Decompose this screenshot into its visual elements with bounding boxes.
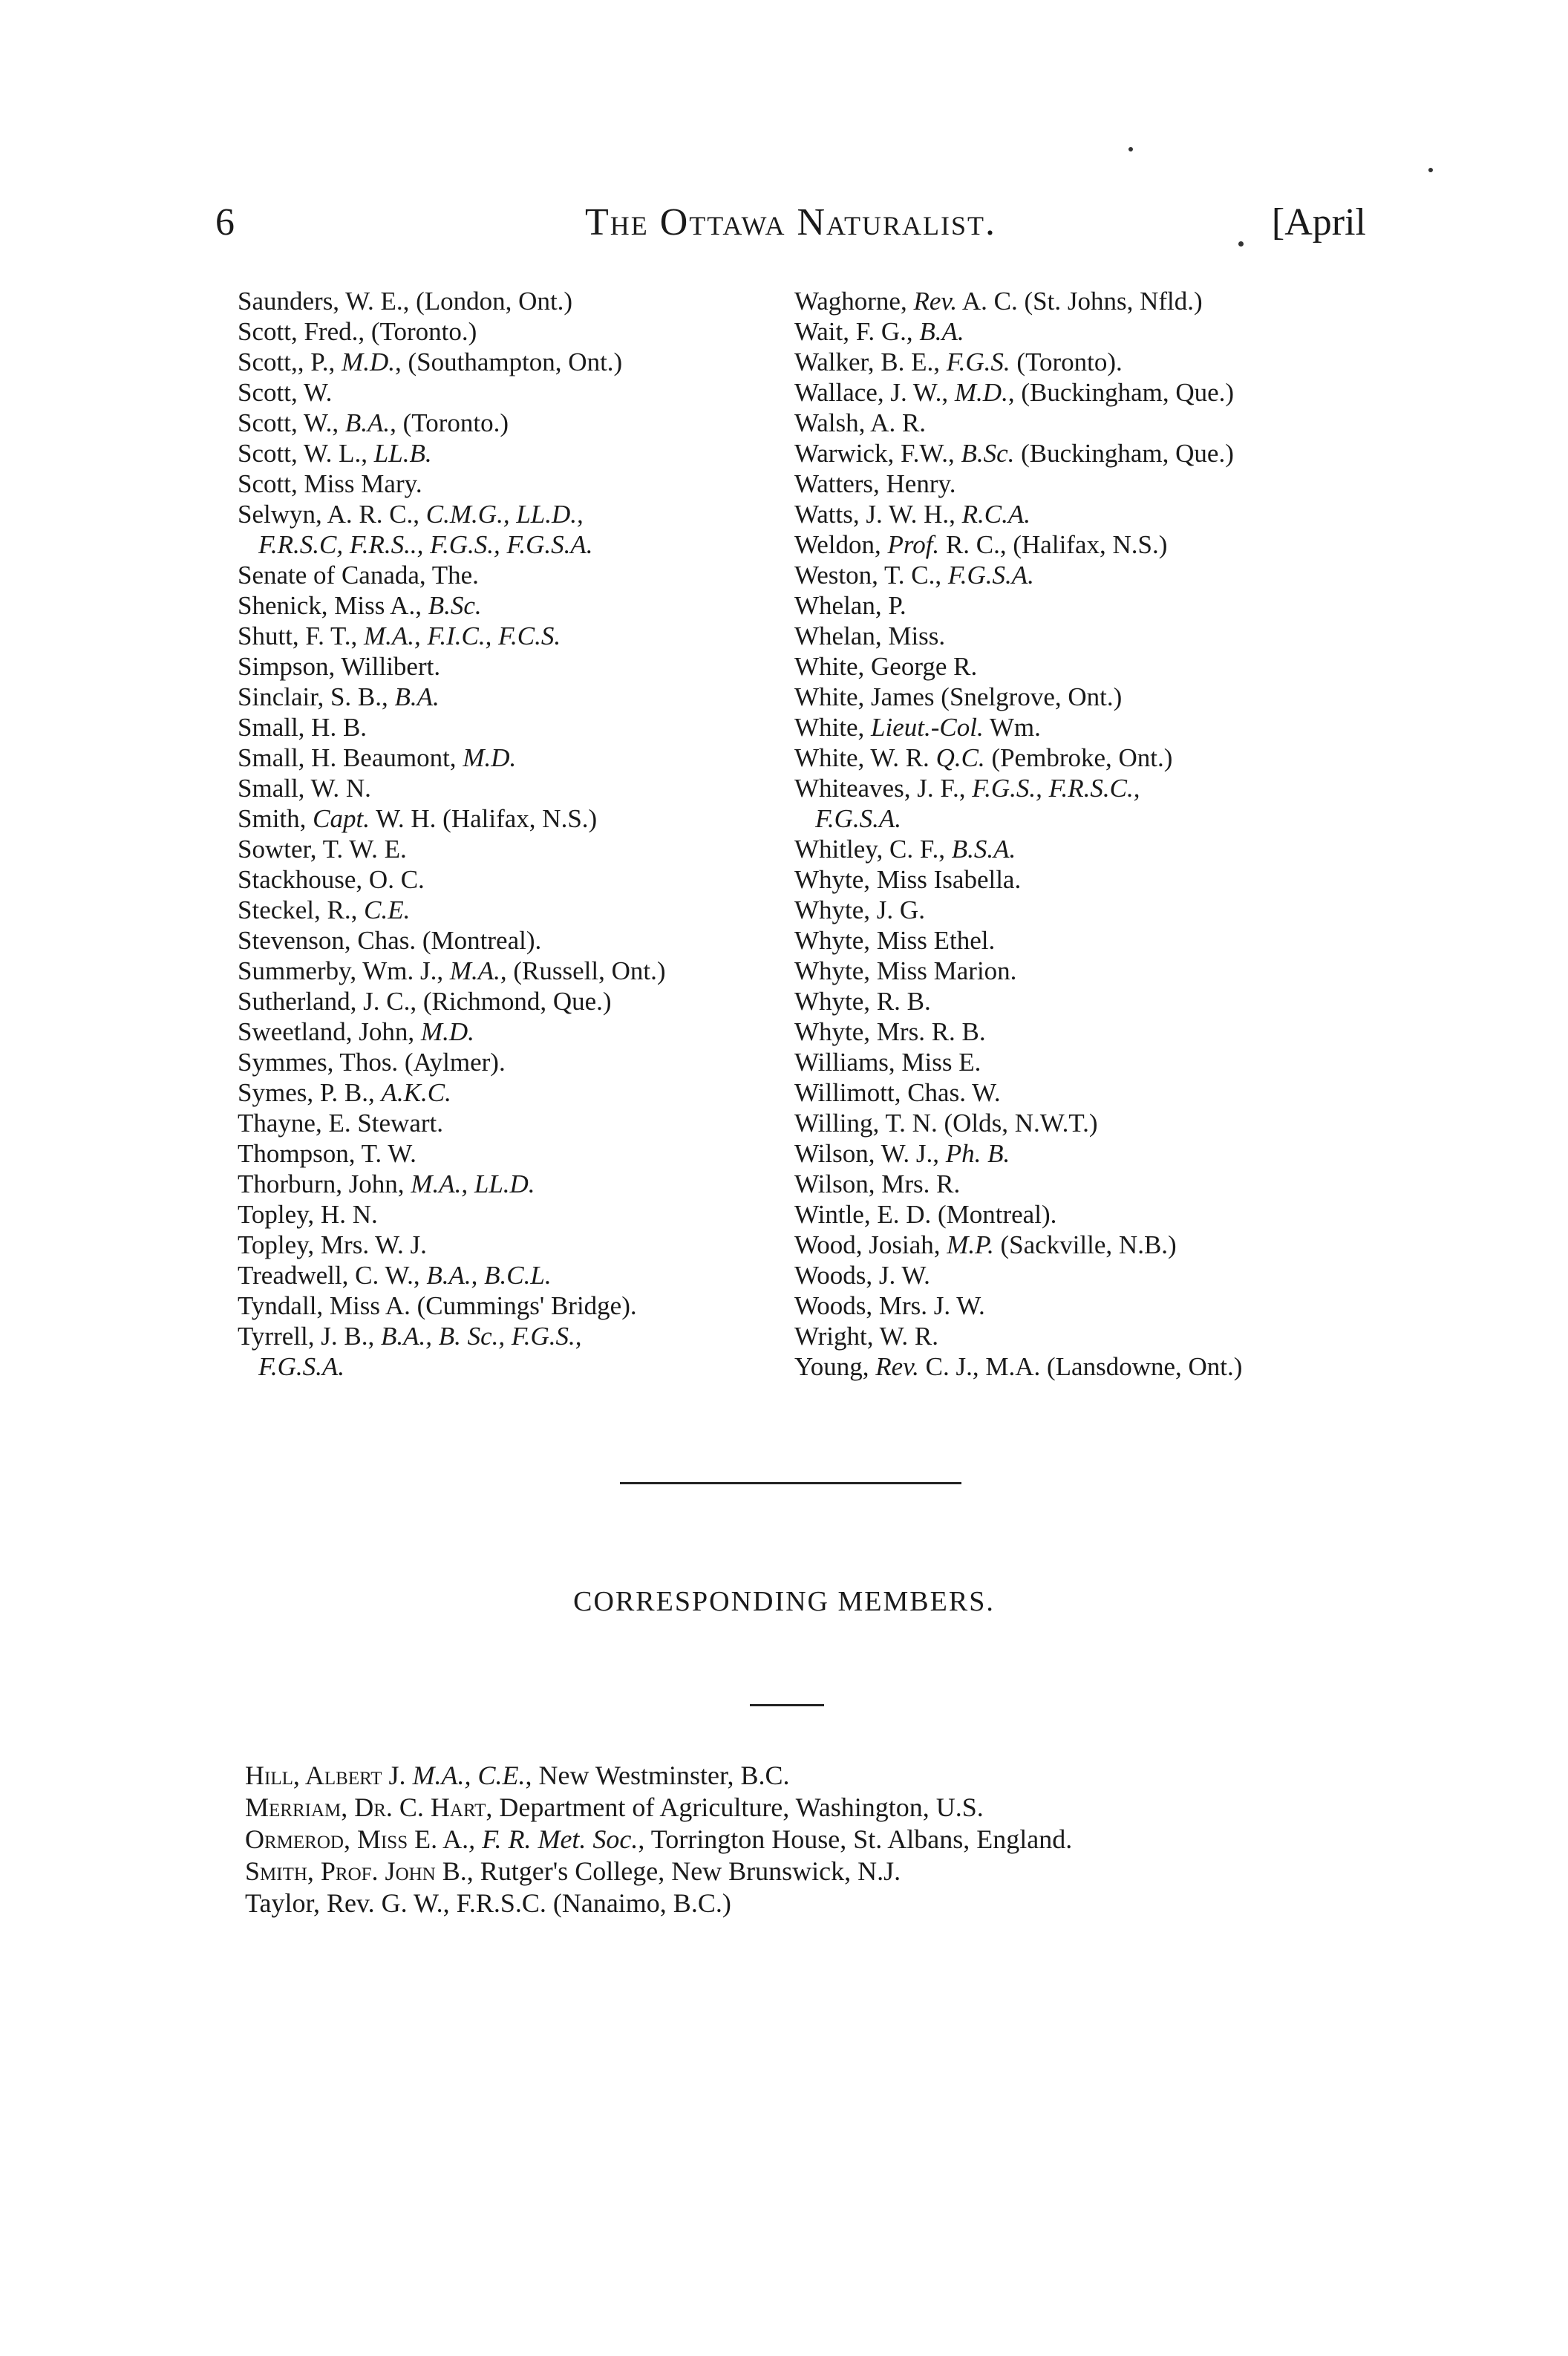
corresponding-member-deg: M.A., C.E. [405, 1761, 526, 1790]
member-name: Warwick, F.W., [794, 439, 961, 468]
member-name: Sowter, T. W. E. [238, 835, 407, 864]
member-name: Watts, J. W. H., [794, 500, 962, 529]
member-deg: M.D. [954, 378, 1008, 407]
member-name: Topley, H. N. [238, 1200, 378, 1229]
member-entry [794, 408, 1403, 438]
section-divider [620, 1482, 961, 1484]
member-deg: F.G.S., F.R.S.C., [972, 774, 1140, 803]
page-number: 6 [215, 201, 235, 244]
member-entry [794, 743, 1403, 773]
member-deg: F.G.S. [946, 347, 1010, 376]
member-entry [794, 377, 1403, 408]
member-deg: F.G.S.A. [258, 1352, 345, 1381]
member-name: Walker, B. E., [794, 347, 947, 376]
member-name: Small, H. Beaumont, [238, 743, 463, 772]
member-deg: F.G.S.A. [815, 804, 902, 833]
member-entry [238, 286, 787, 316]
member-name: Sinclair, S. B., [238, 682, 395, 711]
member-deg: A.K.C. [381, 1078, 451, 1107]
member-deg: Lieut.-Col. [871, 713, 984, 742]
member-entry [238, 834, 787, 864]
member-deg: B.S.A. [951, 835, 1016, 864]
member-name: Whelan, Miss. [794, 621, 946, 650]
corresponding-member-rest: , New Westminster, B.C. [525, 1761, 790, 1790]
member-entry [238, 1138, 787, 1169]
member-entry [238, 1047, 787, 1077]
member-name: Young, [794, 1352, 876, 1381]
member-deg: Rev. [875, 1352, 919, 1381]
member-name: Whyte, Miss Marion. [794, 956, 1017, 985]
member-name: Tyndall, Miss A. (Cummings' Bridge). [238, 1291, 637, 1320]
member-name: Wilson, Mrs. R. [794, 1169, 961, 1198]
member-entry [238, 773, 787, 803]
member-name: Thayne, E. Stewart. [238, 1109, 443, 1138]
member-name: Wait, F. G., [794, 317, 920, 346]
member-entry [794, 1260, 1403, 1290]
corresponding-members-list [245, 1760, 1448, 1919]
member-name: Scott, W., [238, 408, 345, 437]
member-name: Saunders, W. E., (London, Ont.) [238, 287, 573, 316]
print-speck [1238, 241, 1244, 247]
member-entry [794, 895, 1403, 925]
member-name: Sweetland, John, [238, 1017, 421, 1046]
member-deg: R.C.A. [961, 500, 1031, 529]
member-entry [238, 347, 787, 377]
member-name: Thorburn, John, [238, 1169, 411, 1198]
member-name: Scott, Fred., (Toronto.) [238, 317, 477, 346]
member-deg: Prof. [887, 530, 940, 559]
member-name: Whyte, Miss Isabella. [794, 865, 1022, 894]
member-name: Wright, W. R. [794, 1322, 939, 1351]
member-name: Whiteaves, J. F., [794, 774, 973, 803]
member-rest: A. C. (St. Johns, Nfld.) [957, 287, 1203, 316]
member-entry [794, 529, 1403, 560]
member-entry [238, 864, 787, 895]
member-deg: B.A., B.C.L. [426, 1261, 552, 1290]
member-entry [794, 1230, 1403, 1260]
corresponding-member-rest: , Torrington House, St. Albans, England. [638, 1824, 1073, 1854]
member-entry [238, 895, 787, 925]
member-name: Waghorne, [794, 287, 914, 316]
section-title: CORRESPONDING MEMBERS. [573, 1586, 995, 1617]
corresponding-member-rest: , Rutger's College, New Brunswick, N.J. [466, 1856, 901, 1886]
member-entry [238, 1077, 787, 1108]
member-entry [238, 1321, 787, 1351]
member-entry [238, 743, 787, 773]
member-entry [238, 377, 787, 408]
member-entry [794, 621, 1403, 651]
member-entry [794, 1047, 1403, 1077]
member-entry [238, 712, 787, 743]
member-name: White, James (Snelgrove, Ont.) [794, 682, 1123, 711]
member-name: Senate of Canada, The. [238, 561, 479, 590]
corresponding-member-entry [245, 1887, 1448, 1919]
member-name: White, George R. [794, 652, 978, 681]
members-list-left [238, 286, 787, 1382]
member-deg: B.A. [394, 682, 440, 711]
member-entry [238, 1108, 787, 1138]
member-name: Whyte, Mrs. R. B. [794, 1017, 986, 1046]
member-entry [794, 1108, 1403, 1138]
member-rest: , (Southampton, Ont.) [394, 347, 623, 376]
member-deg: B.A., B. Sc., F.G.S., [380, 1322, 582, 1351]
member-name: Summerby, Wm. J., [238, 956, 450, 985]
member-rest: W. H. (Halifax, N.S.) [369, 804, 598, 833]
member-entry [794, 925, 1403, 956]
member-entry [794, 1199, 1403, 1230]
member-name: Whyte, Miss Ethel. [794, 926, 996, 955]
corresponding-member-entry [245, 1760, 1448, 1792]
member-entry [238, 682, 787, 712]
member-rest: , (Russell, Ont.) [500, 956, 666, 985]
member-name: Scott,, P., [238, 347, 342, 376]
member-deg: M.D. [463, 743, 517, 772]
member-name: Willing, T. N. (Olds, N.W.T.) [794, 1109, 1098, 1138]
member-name: Steckel, R., [238, 895, 365, 924]
member-entry [238, 408, 787, 438]
member-deg: B.Sc. [961, 439, 1015, 468]
member-name: Treadwell, C. W., [238, 1261, 427, 1290]
member-name: Stevenson, Chas. (Montreal). [238, 926, 542, 955]
member-name: Weston, T. C., [794, 561, 948, 590]
member-deg: Rev. [913, 287, 958, 316]
member-entry [794, 773, 1403, 803]
print-speck [1428, 168, 1433, 172]
member-name: White, W. R. [794, 743, 936, 772]
member-name: Shutt, F. T., [238, 621, 364, 650]
member-name: Whitley, C. F., [794, 835, 952, 864]
corresponding-member-deg: , F. R. Met. Soc. [468, 1824, 638, 1854]
member-entry [794, 316, 1403, 347]
member-deg: Capt. [313, 804, 370, 833]
member-entry [794, 1138, 1403, 1169]
member-entry [238, 1290, 787, 1321]
member-deg: C.E. [364, 895, 411, 924]
member-entry [238, 1017, 787, 1047]
member-name: Selwyn, A. R. C., [238, 500, 426, 529]
member-deg: B.A. [919, 317, 964, 346]
member-entry [238, 925, 787, 956]
member-name: Smith, [238, 804, 313, 833]
member-entry [238, 1230, 787, 1260]
corresponding-member-entry [245, 1856, 1448, 1887]
corresponding-member-rest: Taylor, Rev. G. W., F.R.S.C. (Nanaimo, B.C.) [245, 1888, 731, 1918]
member-entry [238, 438, 787, 469]
member-entry [794, 803, 1403, 834]
member-entry [794, 682, 1403, 712]
member-entry [794, 438, 1403, 469]
member-name: Scott, Miss Mary. [238, 469, 422, 498]
member-entry [794, 590, 1403, 621]
member-rest: Wm. [983, 713, 1041, 742]
member-deg: LL.B. [373, 439, 432, 468]
member-entry [794, 712, 1403, 743]
member-entry [794, 286, 1403, 316]
member-deg: M.A. [449, 956, 500, 985]
member-name: Small, W. N. [238, 774, 371, 803]
member-rest: , (Toronto.) [390, 408, 509, 437]
corresponding-member-sc: Hill, Albert J. [245, 1761, 406, 1790]
member-name: Topley, Mrs. W. J. [238, 1230, 427, 1259]
member-rest: R. C., (Halifax, N.S.) [939, 530, 1168, 559]
corresponding-member-entry [245, 1824, 1448, 1856]
member-entry [794, 1077, 1403, 1108]
member-deg: M.P. [947, 1230, 994, 1259]
member-name: Walsh, A. R. [794, 408, 927, 437]
member-entry [238, 651, 787, 682]
member-name: Weldon, [794, 530, 888, 559]
member-deg: M.D. [420, 1017, 474, 1046]
corresponding-member-rest: , Department of Agriculture, Washington, U.S. [486, 1792, 984, 1822]
corresponding-member-sc: Merriam, Dr. C. Hart [245, 1792, 486, 1822]
member-name: White, [794, 713, 872, 742]
member-entry [794, 834, 1403, 864]
member-entry [794, 1169, 1403, 1199]
corresponding-member-sc: Smith, Prof. John B. [245, 1856, 467, 1886]
member-entry [238, 1199, 787, 1230]
member-name: Whelan, P. [794, 591, 906, 620]
member-entry [238, 590, 787, 621]
print-speck [1128, 147, 1133, 151]
issue-month: [April [1271, 201, 1366, 244]
page-header [215, 200, 1366, 267]
member-name: Scott, W. [238, 378, 333, 407]
member-entry [794, 986, 1403, 1017]
member-deg: Q.C. [935, 743, 985, 772]
member-name: Wallace, J. W., [794, 378, 955, 407]
member-entry [794, 347, 1403, 377]
member-name: Wintle, E. D. (Montreal). [794, 1200, 1057, 1229]
member-deg: F.G.S.A. [947, 561, 1034, 590]
member-rest: , (Buckingham, Que.) [1007, 378, 1235, 407]
corresponding-member-entry [245, 1792, 1448, 1824]
member-name: Woods, J. W. [794, 1261, 930, 1290]
journal-title: The Ottawa Naturalist. [584, 201, 997, 244]
member-entry [794, 560, 1403, 590]
member-entry [794, 499, 1403, 529]
member-entry [238, 469, 787, 499]
member-entry [238, 1169, 787, 1199]
member-entry [238, 499, 787, 529]
member-name: Scott, W. L., [238, 439, 374, 468]
member-deg: M.D. [342, 347, 395, 376]
member-name: Watters, Henry. [794, 469, 956, 498]
member-entry [238, 1260, 787, 1290]
member-entry [238, 529, 787, 560]
member-entry [794, 956, 1403, 986]
member-entry [238, 956, 787, 986]
member-entry [794, 1017, 1403, 1047]
member-entry [794, 864, 1403, 895]
title-underline [750, 1704, 824, 1706]
member-deg: Ph. B. [945, 1139, 1010, 1168]
corresponding-member-sc: Ormerod, Miss E. A. [245, 1824, 469, 1854]
member-entry [794, 469, 1403, 499]
member-entry [238, 803, 787, 834]
member-rest: C. J., M.A. (Lansdowne, Ont.) [918, 1352, 1243, 1381]
member-name: Wilson, W. J., [794, 1139, 946, 1168]
member-entry [794, 1321, 1403, 1351]
member-name: Shenick, Miss A., [238, 591, 428, 620]
member-entry [238, 316, 787, 347]
member-deg: B.Sc. [428, 591, 482, 620]
member-deg: B.A. [344, 408, 391, 437]
member-deg: F.R.S.C, F.R.S.., F.G.S., F.G.S.A. [258, 530, 593, 559]
member-entry [238, 621, 787, 651]
member-name: Symes, P. B., [238, 1078, 382, 1107]
member-entry [238, 986, 787, 1017]
member-entry [238, 560, 787, 590]
member-name: Stackhouse, O. C. [238, 865, 425, 894]
member-rest: (Toronto). [1010, 347, 1123, 376]
member-name: Whyte, R. B. [794, 987, 931, 1016]
member-rest: (Sackville, N.B.) [993, 1230, 1177, 1259]
member-deg: M.A., F.I.C., F.C.S. [363, 621, 561, 650]
member-name: Tyrrell, J. B., [238, 1322, 381, 1351]
member-name: Thompson, T. W. [238, 1139, 416, 1168]
member-name: Williams, Miss E. [794, 1048, 981, 1077]
member-entry [794, 1290, 1403, 1321]
member-name: Whyte, J. G. [794, 895, 925, 924]
member-name: Simpson, Willibert. [238, 652, 441, 681]
member-name: Willimott, Chas. W. [794, 1078, 1001, 1107]
member-rest: (Buckingham, Que.) [1014, 439, 1234, 468]
member-entry [238, 1351, 787, 1382]
member-name: Symmes, Thos. (Aylmer). [238, 1048, 506, 1077]
member-name: Sutherland, J. C., (Richmond, Que.) [238, 987, 612, 1016]
member-entry [794, 1351, 1403, 1382]
members-list-right [794, 286, 1403, 1382]
member-name: Woods, Mrs. J. W. [794, 1291, 985, 1320]
member-rest: (Pembroke, Ont.) [984, 743, 1173, 772]
member-deg: C.M.G., LL.D., [425, 500, 584, 529]
member-name: Wood, Josiah, [794, 1230, 947, 1259]
member-deg: M.A., LL.D. [411, 1169, 535, 1198]
member-name: Small, H. B. [238, 713, 368, 742]
member-entry [794, 651, 1403, 682]
